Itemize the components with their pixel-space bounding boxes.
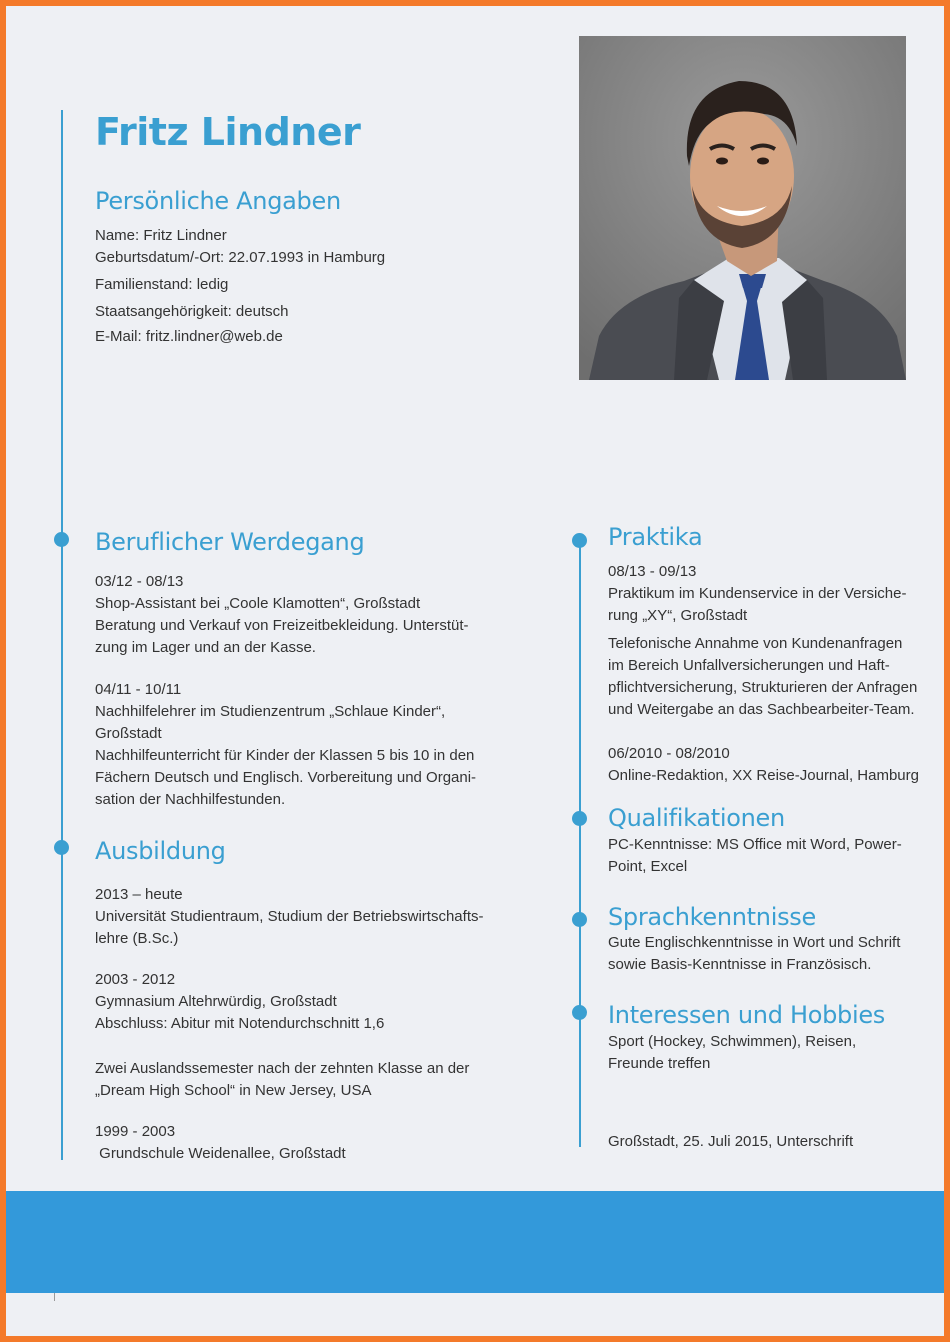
hobbies-text bbox=[608, 1031, 856, 1075]
internship-entry bbox=[608, 561, 906, 627]
footer-band bbox=[6, 1191, 944, 1293]
qualifications-text bbox=[608, 834, 902, 878]
internship-line: Online-Redaktion, XX Reise-Journal, Hamburg bbox=[608, 767, 919, 784]
career-title: Beruflicher Werdegang bbox=[95, 528, 365, 556]
career-line: Nachhilfeunterricht für Kinder der Klassen 5 bis 10 in den bbox=[95, 747, 475, 764]
internship-line: 08/13 - 09/13 bbox=[608, 563, 697, 580]
career-line: Shop-Assistant bei „Coole Klamotten“, Großstadt bbox=[95, 595, 421, 612]
cv-page bbox=[6, 6, 944, 1336]
hobbies-line: Freunde treffen bbox=[608, 1055, 711, 1072]
internship-line: Praktikum im Kundenservice in der Versiche- bbox=[608, 585, 907, 602]
personal-line: Familienstand: ledig bbox=[95, 276, 229, 293]
personal-line: Geburtsdatum/-Ort: 22.07.1993 in Hamburg bbox=[95, 249, 386, 266]
profile-photo-icon bbox=[579, 36, 906, 380]
timeline-dot-career bbox=[54, 532, 69, 547]
career-entry bbox=[95, 571, 469, 659]
education-line: lehre (B.Sc.) bbox=[95, 930, 179, 947]
internship-line: im Bereich Unfallversicherungen und Haft- bbox=[608, 657, 890, 674]
education-line: „Dream High School“ in New Jersey, USA bbox=[95, 1082, 372, 1099]
timeline-dot-languages bbox=[572, 912, 587, 927]
languages-line: Gute Englischkenntnisse in Wort und Schrift bbox=[608, 934, 901, 951]
qualifications-line: Point, Excel bbox=[608, 858, 688, 875]
career-line: zung im Lager und an der Kasse. bbox=[95, 639, 316, 656]
internship-line: pflichtversicherung, Strukturieren der Anfragen bbox=[608, 679, 918, 696]
education-line: 2003 - 2012 bbox=[95, 971, 176, 988]
education-entry bbox=[95, 969, 384, 1035]
personal-line: E-Mail: fritz.lindner@web.de bbox=[95, 328, 283, 345]
career-entry bbox=[95, 679, 476, 811]
education-line: Universität Studientraum, Studium der Betriebswirtschafts- bbox=[95, 908, 484, 925]
career-line: Großstadt bbox=[95, 725, 162, 742]
internship-line: rung „XY“, Großstadt bbox=[608, 607, 748, 624]
education-title: Ausbildung bbox=[95, 837, 226, 865]
education-line: 1999 - 2003 bbox=[95, 1123, 176, 1140]
hobbies-title: Interessen und Hobbies bbox=[608, 1001, 886, 1029]
languages-text bbox=[608, 932, 900, 976]
timeline-left bbox=[61, 110, 63, 1160]
internship-line: Telefonische Annahme von Kundenanfragen bbox=[608, 635, 903, 652]
career-line: 03/12 - 08/13 bbox=[95, 573, 184, 590]
education-line: Abschluss: Abitur mit Notendurchschnitt 1,6 bbox=[95, 1015, 385, 1032]
internship-line: 06/2010 - 08/2010 bbox=[608, 745, 730, 762]
page-title: Fritz Lindner bbox=[95, 110, 361, 154]
languages-line: sowie Basis-Kenntnisse in Französisch. bbox=[608, 956, 872, 973]
personal-line: Staatsangehörigkeit: deutsch bbox=[95, 303, 289, 320]
career-line: Nachhilfelehrer im Studienzentrum „Schlaue Kinder“, bbox=[95, 703, 446, 720]
career-line: sation der Nachhilfestunden. bbox=[95, 791, 286, 808]
timeline-dot-internships bbox=[572, 533, 587, 548]
education-line: 2013 – heute bbox=[95, 886, 183, 903]
personal-info bbox=[95, 225, 385, 348]
qualifications-line: PC-Kenntnisse: MS Office mit Word, Power- bbox=[608, 836, 902, 853]
internship-entry bbox=[608, 633, 917, 721]
signature-line: Großstadt, 25. Juli 2015, Unterschrift bbox=[608, 1133, 854, 1150]
career-line: Fächern Deutsch und Englisch. Vorbereitung und Organi- bbox=[95, 769, 477, 786]
timeline-dot-education bbox=[54, 840, 69, 855]
education-entry bbox=[95, 1121, 346, 1165]
languages-title: Sprachkenntnisse bbox=[608, 903, 816, 931]
timeline-dot-qualifications bbox=[572, 811, 587, 826]
internship-entry bbox=[608, 743, 919, 787]
internship-line: und Weitergabe an das Sachbearbeiter-Team. bbox=[608, 701, 915, 718]
education-entry bbox=[95, 1058, 469, 1102]
portrait-illustration bbox=[579, 36, 906, 380]
education-line: Grundschule Weidenallee, Großstadt bbox=[95, 1145, 346, 1162]
timeline-right bbox=[579, 540, 581, 1147]
timeline-dot-hobbies bbox=[572, 1005, 587, 1020]
education-entry bbox=[95, 884, 483, 950]
education-line: Zwei Auslandssemester nach der zehnten Klasse an der bbox=[95, 1060, 470, 1077]
internships-title: Praktika bbox=[608, 523, 703, 551]
footer-divider bbox=[54, 1293, 55, 1301]
career-line: Beratung und Verkauf von Freizeitbekleidung. Unterstüt- bbox=[95, 617, 469, 634]
education-line: Gymnasium Altehrwürdig, Großstadt bbox=[95, 993, 337, 1010]
personal-title: Persönliche Angaben bbox=[95, 187, 341, 215]
career-line: 04/11 - 10/11 bbox=[95, 681, 182, 698]
personal-line: Name: Fritz Lindner bbox=[95, 227, 227, 244]
hobbies-line: Sport (Hockey, Schwimmen), Reisen, bbox=[608, 1033, 857, 1050]
qualifications-title: Qualifikationen bbox=[608, 804, 785, 832]
